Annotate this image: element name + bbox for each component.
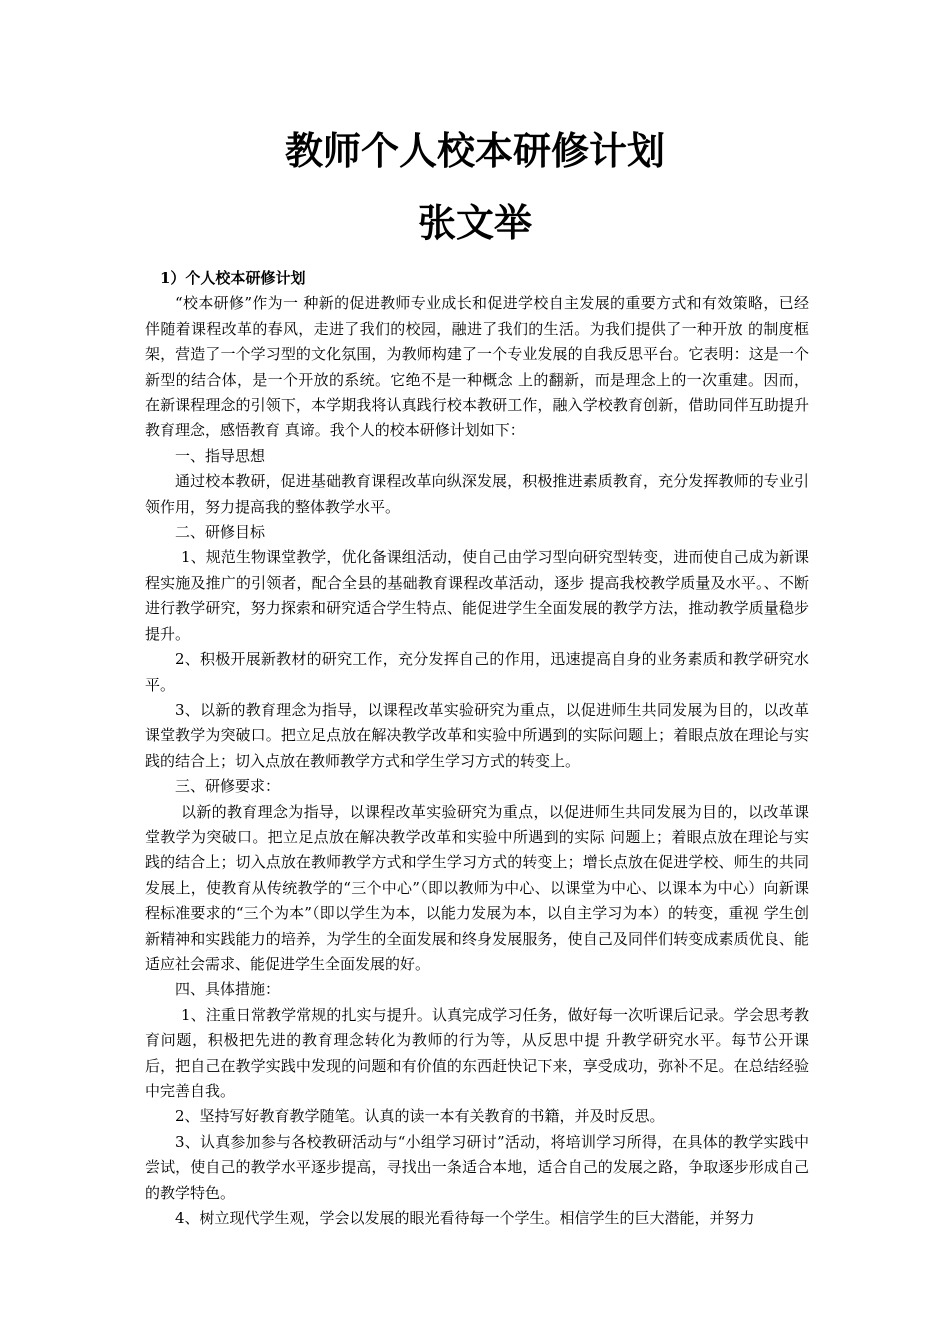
- paragraph-guiding-thought: 通过校本教研，促进基础教育课程改革向纵深发展，积极推进素质教育，充分发挥教师的专业引领作用，努力提高我的整体教学水平。: [145, 472, 809, 516]
- measure-item-2: 2、坚持写好教育教学随笔。认真的读一本有关教育的书籍，并及时反思。: [175, 1107, 665, 1126]
- intro-paragraph: “校本研修”作为一 种新的促进教师专业成长和促进学校自主发展的重要方式和有效策略，已经伴随着课程改革的春风，走进了我们的校园，融进了我们的生活。为我们提供了一种开放 的制度框架，营造了一个学习型的文化氛围，为教师构建了一个专业发展的自我反思平台。它表明：这是一个新型的结合体，是一个开放的系统。它绝不是一种概念 上的翻新，而是理念上的一次重建。因而，在新课程理念的引领下，本学期我将认真践行校本教研工作，融入学校教育创新，借助同伴互助提升教育理念，感悟教育 真谛。我个人的校本研修计划如下：: [145, 294, 809, 440]
- goal-item-1: 1、规范生物课堂教学，优化备课组活动，使自己由学习型向研究型转变，进而使自己成为新课程实施及推广的引领者，配合全县的基础教育课程改革活动，逐步 提高我校教学质量及水平。、不断进行教学研究，努力探索和研究适合学生特点、能促进学生全面发展的教学方法，推动教学质量稳步提升。: [145, 548, 809, 643]
- heading-goals: 二、研修目标: [175, 523, 266, 542]
- document-title: 教师个人校本研修计划: [284, 129, 665, 173]
- measure-item-3: 3、认真参加参与各校教研活动与“小组学习研讨”活动，将培训学习所得，在具体的教学实践中尝试，使自己的教学水平逐步提高，寻找出一条适合本地，适合自己的发展之路，争取逐步形成自己的教学特色。: [145, 1132, 809, 1202]
- heading-guiding-thought: 一、指导思想: [175, 446, 266, 465]
- goal-item-3: 3、以新的教育理念为指导，以课程改革实验研究为重点，以促进师生共同发展为目的，以改革课堂教学为突破口。把立足点放在解决教学改革和实验中所遇到的实际问题上；着眼点放在理论与实践的结合上；切入点放在教师教学方式和学生学习方式的转变上。: [145, 700, 809, 770]
- heading-requirements: 三、研修要求：: [175, 777, 281, 796]
- heading-measures: 四、具体措施：: [175, 980, 281, 999]
- section-heading: 1）个人校本研修计划: [160, 269, 306, 287]
- measure-item-1: 1、注重日常教学常规的扎实与提升。认真完成学习任务，做好每一次听课后记录。学会思考教育问题，积极把先进的教育理念转化为教师的行为等，从反思中提 升教学研究水平。每节公开课后，把自己在教学实践中发现的问题和有价值的东西赶快记下来，享受成功，弥补不足。在总结经验中完善自我。: [145, 1005, 809, 1100]
- document-body: [145, 266, 809, 1231]
- document-author: 张文举: [417, 201, 532, 245]
- measure-item-4: 4、树立现代学生观，学会以发展的眼光看待每一个学生。相信学生的巨大潜能，并努力: [175, 1209, 755, 1228]
- goal-item-2: 2、积极开展新教材的研究工作，充分发挥自己的作用，迅速提高自身的业务素质和教学研究水平。: [145, 650, 809, 694]
- paragraph-requirements: 以新的教育理念为指导，以课程改革实验研究为重点，以促进师生共同发展为目的，以改革课堂教学为突破口。把立足点放在解决教学改革和实验中所遇到的实际 问题上；着眼点放在理论与实践的结合上；切入点放在教师教学方式和学生学习方式的转变上；增长点放在促进学校、师生的共同发展上，使教育从传统教学的“三个中心”（即以教师为中心、以课堂为中心、以课本为中心）向新课程标准要求的“三个为本”（即以学生为本，以能力发展为本，以自主学习为本）的转变，重视 学生创新精神和实践能力的培养，为学生的全面发展和终身发展服务，使自己及同伴们转变成素质优良、能适应社会需求、能促进学生全面发展的好。: [145, 802, 809, 973]
